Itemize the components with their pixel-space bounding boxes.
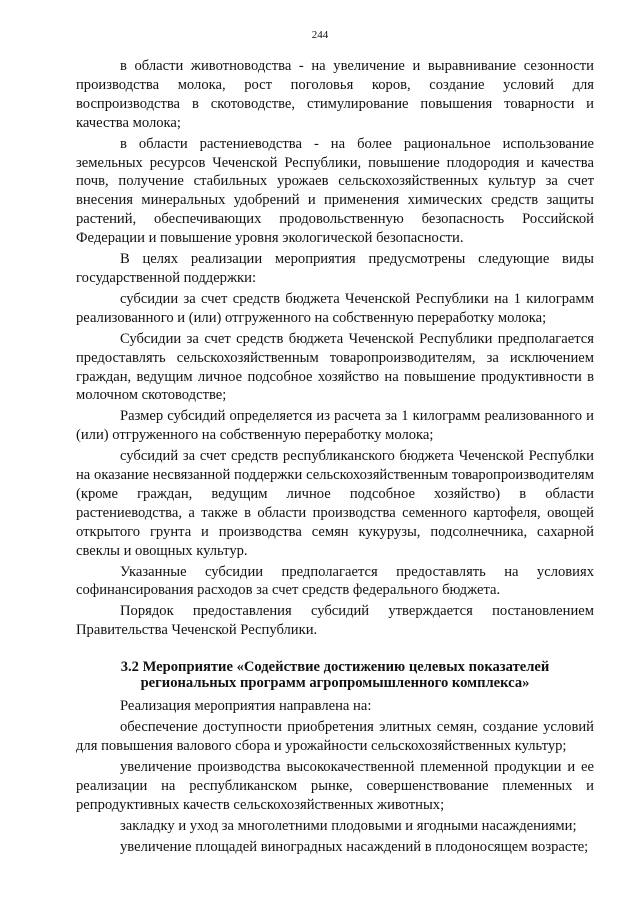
paragraph-elite-seeds: обеспечение доступности приобретения элитных семян, создание условий для повышения валового сбора и урожайности сельскохозяйственных культур; — [76, 719, 594, 754]
paragraph-crop-production: в области растениеводства - на более рациональное использование земельных ресурсов Чеченской Республики, повышение плодородия и качества почв, получение стабильных урожаев сельскохозяйственных культур за счет внесения минеральных удобрений и применения химических средств защиты растений, обеспечивающих продовольственную безопасность Российской Федерации и повышение уровня экологической безопасности. — [76, 135, 594, 247]
paragraph-livestock: в области животноводства - на увеличение и выравнивание сезонности производства молока, рост поголовья коров, создание условий для воспроизводства в скотоводстве, стимулирование повышения товарности и качества молока; — [76, 58, 594, 131]
section-heading: 3.2 Мероприятие «Содействие достижению целевых показателей региональных программ агропромышленного комплекса» — [120, 659, 550, 691]
paragraph-procedure: Порядок предоставления субсидий утверждается постановлением Правительства Чеченской Республики. — [76, 603, 594, 639]
paragraph-support-types: В целях реализации мероприятия предусмотрены следующие виды государственной поддержки: — [76, 251, 594, 286]
page-number: 244 — [311, 29, 329, 41]
paragraph-subsidy-recipients: Субсидии за счет средств бюджета Чеченской Республики предполагается предоставлять сельскохозяйственным товаропроизводителям, за исключением граждан, ведущим личное подсобное хозяйство на повышение продуктивности в молочном скотоводстве; — [76, 330, 594, 404]
paragraph-cofinancing: Указанные субсидии предполагается предоставлять на условиях софинансирования расходов за счет средств федерального бюджета. — [76, 563, 594, 599]
paragraph-implementation: Реализация мероприятия направлена на: — [120, 698, 372, 715]
paragraph-milk-subsidy: субсидии за счет средств бюджета Чеченской Республики на 1 килограмм реализованного и (или) отгруженного на собственную переработку молока; — [76, 290, 594, 326]
paragraph-breeding: увеличение производства высококачественной племенной продукции и ее реализации на республиканском рынке, совершенствование племенных и репродуктивных качеств сельскохозяйственных животных; — [76, 758, 594, 813]
paragraph-subsidy-amount: Размер субсидий определяется из расчета за 1 килограмм реализованного и (или) отгруженного на собственную переработку молока; — [76, 408, 594, 444]
paragraph-unrelated-support: субсидий за счет средств республиканского бюджета Чеченской Республки на оказание несвязанной поддержки сельскохозяйственным товаропроизводителям (кроме граждан, ведущим личное подсобное хозяйство) в области растениеводства, а также в области производства семенного картофеля, овощей открытого грунта и производства семян кукурузы, подсолнечника, сахарной свеклы и овощных культур. — [76, 448, 594, 559]
paragraph-vineyards: увеличение площадей виноградных насаждений в плодоносящем возрасте; — [120, 838, 589, 855]
document-body — [76, 57, 594, 858]
paragraph-orchards: закладку и уход за многолетними плодовыми и ягодными насаждениями; — [120, 817, 577, 834]
